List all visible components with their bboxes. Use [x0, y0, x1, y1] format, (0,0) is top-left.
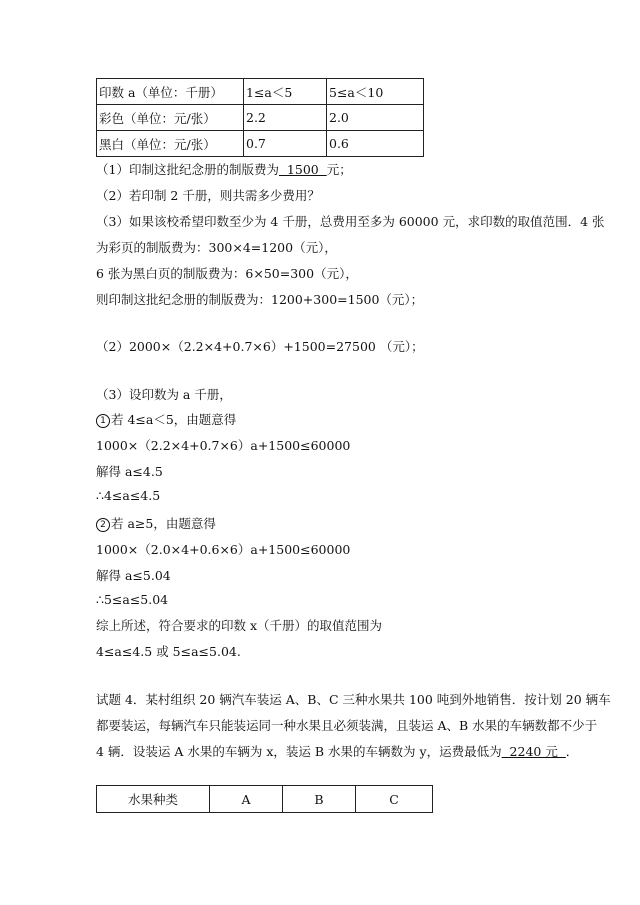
summary-line: 综上所述，符合要求的印数 x（千册）的取值范围为 [96, 618, 383, 633]
table-cell: A [210, 786, 283, 813]
case-1-result: ∴4≤a≤4.5 [96, 488, 161, 503]
solution-2: （2）2000×（2.2×4+0.7×6）+1500=27500 （元）； [96, 339, 424, 354]
trial-4-line2: 都要装运，每辆汽车只能装运同一种水果且必须装满，且装运 A、B 水果的车辆数都不少于 [96, 718, 598, 733]
question-3-line1: （3）如果该校希望印数至少为 4 千册，总费用至多为 60000 元，求印数的取值范围．4 张 [96, 214, 605, 229]
summary-line: 4≤a≤4.5 或 5≤a≤5.04. [96, 644, 241, 659]
table-cell: 水果种类 [97, 786, 210, 813]
table-cell: 印数 a（单位：千册） [97, 79, 244, 105]
table-row [97, 79, 424, 105]
case-1-solve: 解得 a≤4.5 [96, 464, 163, 479]
table-row [97, 131, 424, 157]
case-2-text: 若 a≥5，由题意得 [111, 516, 216, 531]
question-2: （2）若印制 2 千册，则共需多少费用？ [96, 188, 320, 203]
table-cell: B [283, 786, 356, 813]
trial-4-line1: 试题 4．某村组织 20 辆汽车装运 A、B、C 三种水果共 100 吨到外地销售．按计划 20 辆车 [96, 692, 611, 707]
table-cell: 1≤a＜5 [244, 79, 327, 105]
case-2-condition [96, 514, 216, 532]
case-2-equation: 1000×（2.0×4+0.6×6）a+1500≤60000 [96, 542, 351, 557]
question-3-line2: 为彩页的制版费为：300×4=1200（元）， [96, 240, 337, 255]
table-row [97, 105, 424, 131]
trial-4-text: 4 辆．设装运 A 水果的车辆为 x，装运 B 水果的车辆数为 y，运费最低为 [96, 744, 502, 759]
case-2-result: ∴5≤a≤5.04 [96, 592, 169, 607]
question-1 [96, 160, 352, 178]
print-price-table [96, 78, 424, 157]
table-cell: 2.0 [327, 105, 424, 131]
circled-number-1: 1 [96, 414, 110, 428]
question-1-suffix: 元； [326, 162, 352, 177]
case-1-condition [96, 410, 236, 428]
trial-4-answer: 2240 元 [501, 744, 566, 759]
trial-4-line3 [96, 742, 578, 760]
solution-line: 则印制这批纪念册的制版费为：1200+300=1500（元）； [96, 292, 424, 307]
fruit-table [96, 785, 433, 813]
question-1-answer: 1500 [278, 162, 327, 177]
question-1-text: （1）印制这批纪念册的制版费为 [96, 162, 279, 177]
table-cell: 0.7 [244, 131, 327, 157]
trial-4-suffix: ． [565, 744, 579, 759]
table-cell: 5≤a＜10 [327, 79, 424, 105]
table-row [97, 786, 433, 813]
table-cell: 彩色（单位：元/张） [97, 105, 244, 131]
case-1-equation: 1000×（2.2×4+0.7×6）a+1500≤60000 [96, 438, 351, 453]
solution-3-intro: （3）设印数为 a 千册， [96, 387, 232, 402]
case-1-text: 若 4≤a＜5，由题意得 [111, 412, 237, 427]
solution-line: 6 张为黑白页的制版费为：6×50=300（元）， [96, 266, 358, 281]
circled-number-2: 2 [96, 518, 110, 532]
table-cell: 0.6 [327, 131, 424, 157]
case-2-solve: 解得 a≤5.04 [96, 568, 171, 583]
table-cell: C [356, 786, 433, 813]
table-cell: 黑白（单位：元/张） [97, 131, 244, 157]
table-cell: 2.2 [244, 105, 327, 131]
